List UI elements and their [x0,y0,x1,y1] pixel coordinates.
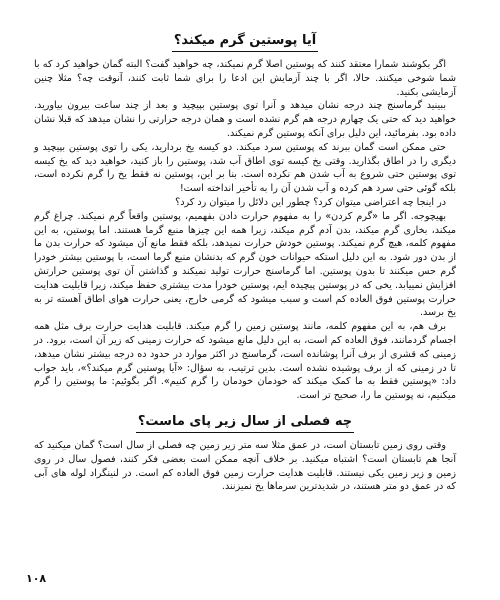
paragraph: اگر بکوشند شمارا معتقد کنند که پوستین اصلا گرم نمیکند، چه خواهید گفت؟ البته گمان خواهید کرد که با شما شوخی میکنند. حالا، اگر با چند آزمایش این ادعا را برای شما ثابت کنند، آنوقت چه؟ مثلا چنین آزمایشی بکنید. [34,59,456,98]
paragraph: وقتی روی زمین تابستان است، در عمق مثلا سه متر زیر زمین چه فصلی از سال است؟ گمان میکنید که آنجا هم تابستان است؟ اشتباه میکنید. بر خلاف آنچه ممکن است بعضی فکر کنند، فصول سال در روی زمین و زیر زمین یکی نیستند. قابلیت هدایت حرارت زمین فوق العاده کم است. در لنینگراد لوله های آبی که در عمق دو متر هستند، در شدیدترین سرماها یخ نمیزنند. [34,439,456,493]
section-heading-text: آیا پوستین گرم میکند؟ [172,32,318,52]
section-heading [34,413,456,433]
paragraph: ببینید گرماسنج چند درجه نشان میدهد و آنرا توی پوستین بپیچید و بعد از چند ساعت بیرون بیاورید. خواهید دید که حتی یک چهارم درجه هم گرم نشده است و همان درجه حرارتی را نشان میدهد که قبلا نشان داده بود. بفرمائید، این دلیل برای آنکه پوستین گرم نمیکند. [34,100,456,139]
page-number: ۱۰۸ [26,572,47,585]
section-heading [34,32,456,52]
paragraph: در اینجا چه اعتراضی میتوان کرد؟ چطور این دلائل را میتوان رد کرد؟ [175,196,446,208]
paragraph: حتی ممکن است گمان ببرند که پوستین سرد میکند. دو کیسه یخ بردارید، یکی را توی پوستین بپیچید و دیگری را در اطاق بگذارید. وقتی یخ کیسه توی اطاق آب شد، پوستین را باز کنید، خواهید دید که یخ کیسه توی پوستین حتی شروع به آب شدن هم نکرده است. بنا بر این، پوستین نه فقط یخ را گرم نکرده است، بلکه گوئی حتی سرد هم کرده و آب شدن آن را به تأخیر انداخته است! [34,141,456,195]
section-heading-text: چه فصلی از سال زیر پای ماست؟ [136,413,354,433]
paragraph: بهیچوجه. اگر ما «گرم کردن» را به مفهوم حرارت دادن بفهمیم، پوستین واقعاً گرم نمیکند. چراغ گرم میکند، بخاری گرم میکند، بدن آدم گرم میکند، زیرا همه این چیزها منبع گرما هستند. اما پوستین، به این مفهوم کلمه، هیچ گرم نمیکند. پوستین خودش حرارت نمیدهد، بلکه فقط مانع آن میشود که حرارت بدن ما از بدن دور شود. به این دلیل استکه حیوانات خون گرم که بدنشان منبع گرما است، با پوستین بیشتر خودرا گرم حس میکنند تا بدون پوستین. اما گرماسنج حرارت تولید نمیکند و گذاشتن آن توی پوستین حرارتش افزایش نمییابد. یخی که در پوستین پیچیده ایم، پوستین خودرا مدت بیشتری حفظ میکند، زیرا قابلیت هدایت حرارت پوستین فوق العاده کم است و سبب میشود که گرمی خارج، یعنی حرارت هوای اطاق آهسته تر به یخ برسد. [34,210,456,319]
paragraph: برف هم، به این مفهوم کلمه، مانند پوستین زمین را گرم میکند. قابلیت هدایت حرارت برف مثل همه اجسام گردمانند، فوق العاده کم است، به این دلیل مانع میشود که حرارت زمینی که زیر آن است، برود. در زمینی که قشری از برف آنرا پوشانده است، گرماسنج در اکثر موارد در حدود ده درجه بیشتر نشان میدهد، تا در زمینی که از برف پوشیده نشده است. بدین ترتیب، به سؤال: «آیا پوستین گرم میکند؟»، باید جواب داد: «پوستین فقط به ما کمک میکند که خودمان خودمان را گرم کنیم». اگر بگوئیم: ما پوستین را گرم میکنیم، نه پوستین ما را، صحیح تر است. [34,321,456,402]
